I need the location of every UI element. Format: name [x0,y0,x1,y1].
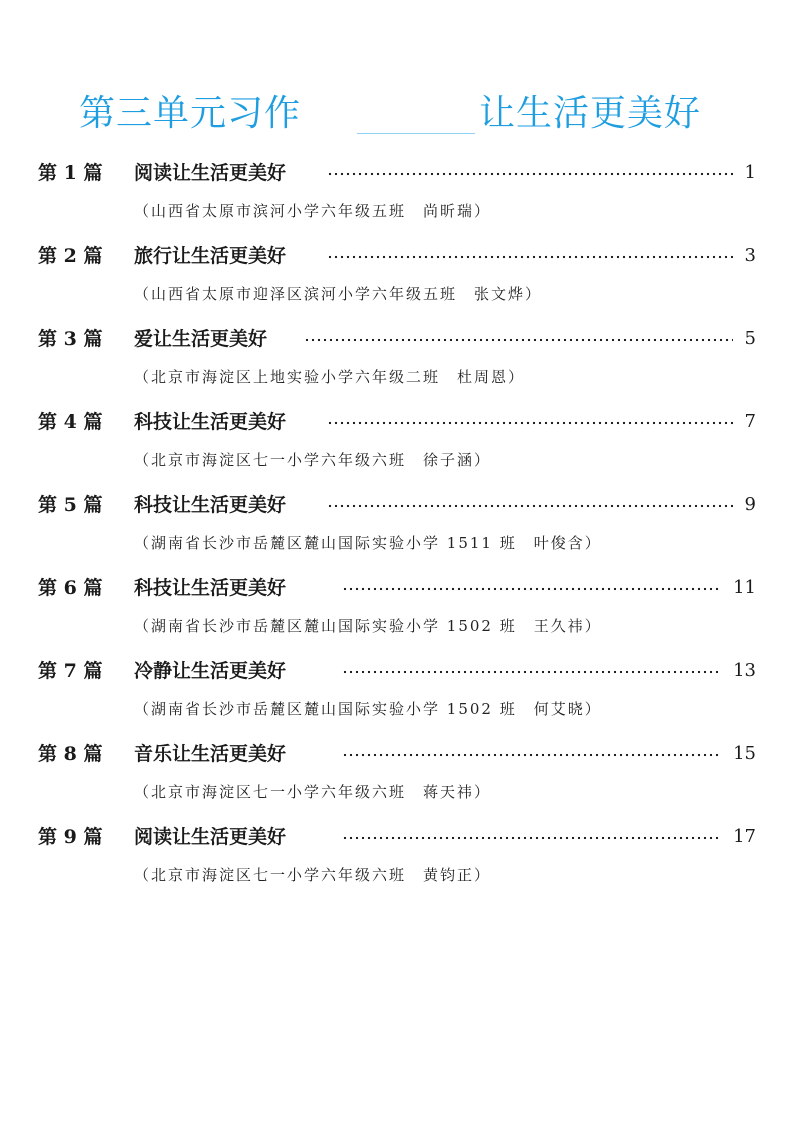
dot-leader [327,421,733,425]
unit-title: 第三单元习作 [79,93,302,134]
entry-page-number: 9 [744,494,756,515]
entry-author: （北京市海淀区七一小学六年级六班 黄钧正） [134,866,492,884]
dot-leader [342,836,720,840]
entry-page-number: 11 [733,577,756,598]
entry-title[interactable]: 阅读让生活更美好 [134,162,287,184]
entry-title[interactable]: 冷静让生活更美好 [134,660,287,682]
entry-page-number: 13 [733,660,756,681]
toc-entry[interactable] [0,490,793,573]
entry-number: 第 5 篇 [38,494,103,516]
entry-title[interactable]: 科技让生活更美好 [134,577,287,599]
entry-author: （湖南省长沙市岳麓区麓山国际实验小学 1502 班 王久祎） [134,617,602,635]
entry-number: 第 9 篇 [38,826,103,848]
toc-entry[interactable] [0,573,793,656]
entry-author: （湖南省长沙市岳麓区麓山国际实验小学 1502 班 何艾晓） [134,700,602,718]
entry-author: （北京市海淀区七一小学六年级六班 蒋天祎） [134,783,492,801]
entry-page-number: 7 [744,411,756,432]
toc-entry[interactable] [0,822,793,905]
entry-page-number: 15 [733,743,756,764]
entry-author: （北京市海淀区上地实验小学六年级二班 杜周恩） [134,368,526,386]
entry-number: 第 3 篇 [38,328,103,350]
entry-number: 第 7 篇 [38,660,103,682]
dot-leader [327,504,733,508]
entry-number: 第 8 篇 [38,743,103,765]
entry-title[interactable]: 科技让生活更美好 [134,411,287,433]
entry-number: 第 4 篇 [38,411,103,433]
entry-page-number: 1 [744,162,756,183]
dot-leader [342,670,720,674]
dot-leader [342,587,720,591]
dot-leader [327,172,733,176]
entry-author: （山西省太原市滨河小学六年级五班 尚昕瑞） [134,202,492,220]
toc-entry[interactable] [0,407,793,490]
entry-title[interactable]: 旅行让生活更美好 [134,245,287,267]
entry-page-number: 5 [744,328,756,349]
entry-author: （北京市海淀区七一小学六年级六班 徐子涵） [134,451,492,469]
entry-number: 第 1 篇 [38,162,103,184]
toc-entry[interactable] [0,241,793,324]
entry-page-number: 17 [733,826,756,847]
entry-number: 第 6 篇 [38,577,103,599]
entry-author: （湖南省长沙市岳麓区麓山国际实验小学 1511 班 叶俊含） [134,534,602,552]
topic-title: 让生活更美好 [479,93,702,134]
toc-entry[interactable] [0,739,793,822]
toc-entry[interactable] [0,158,793,241]
table-of-contents [0,158,793,905]
dot-leader [304,338,733,342]
entry-number: 第 2 篇 [38,245,103,267]
entry-title[interactable]: 阅读让生活更美好 [134,826,287,848]
toc-entry[interactable] [0,656,793,739]
dot-leader [342,753,720,757]
entry-title[interactable]: 科技让生活更美好 [134,494,287,516]
entry-author: （山西省太原市迎泽区滨河小学六年级五班 张文烨） [134,285,543,303]
entry-title[interactable]: 爱让生活更美好 [134,328,268,350]
title-blank-line [357,133,475,134]
page-header [0,92,793,142]
dot-leader [327,255,733,259]
entry-page-number: 3 [744,245,756,266]
entry-title[interactable]: 音乐让生活更美好 [134,743,287,765]
toc-entry[interactable] [0,324,793,407]
